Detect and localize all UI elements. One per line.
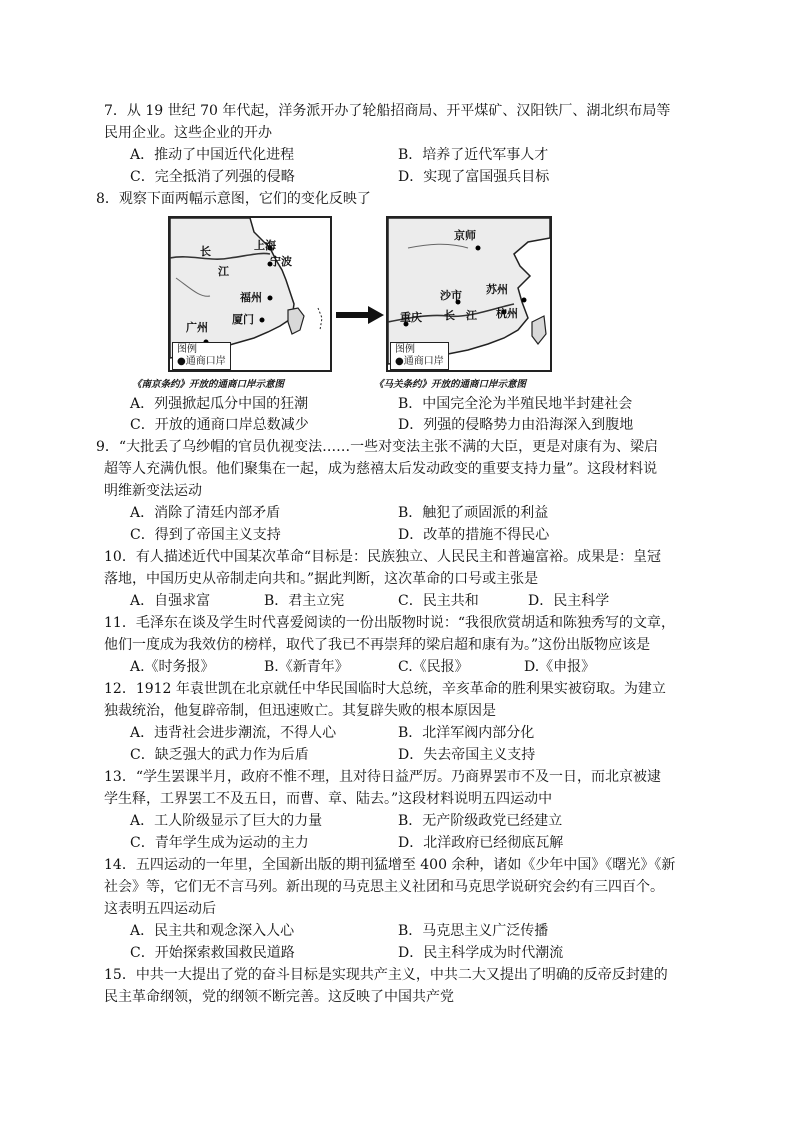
q9-option-d: D．改革的措施不得民心 bbox=[398, 527, 550, 543]
q11-stem-cont: 他们一度成为我效仿的榜样，取代了我已不再崇拜的梁启超和康有为。”这份出版物应该是 bbox=[104, 637, 651, 653]
map2-city-shashi: 沙市 bbox=[440, 289, 462, 302]
q8-stem: 8．观察下面两幅示意图，它们的变化反映了 bbox=[96, 191, 371, 207]
q11-option-c: C.《民报》 bbox=[398, 659, 469, 675]
q9-option-c: C．得到了帝国主义支持 bbox=[130, 527, 281, 543]
map2-city-suzhou: 苏州 bbox=[486, 283, 508, 296]
map1-city-guangzhou: 广州 bbox=[186, 321, 208, 334]
q7-stem-cont: 民用企业。这些企业的开办 bbox=[104, 125, 272, 141]
q8-option-b: B．中国完全沦为半殖民地半封建社会 bbox=[398, 396, 633, 412]
q10-option-d: D．民主科学 bbox=[528, 593, 610, 609]
q14-option-c: C．开始探索救国救民道路 bbox=[130, 945, 295, 961]
q12-stem-cont: 独裁统治，他复辟帝制，但迅速败亡。其复辟失败的根本原因是 bbox=[104, 703, 496, 719]
q14-option-d: D．民主科学成为时代潮流 bbox=[398, 945, 564, 961]
q12-option-b: B．北洋军阀内部分化 bbox=[398, 725, 535, 741]
q15-stem: 15．中共一大提出了党的奋斗目标是实现共产主义，中共二大又提出了明确的反帝反封建的 bbox=[104, 967, 668, 983]
map2-city-jingshi: 京师 bbox=[454, 229, 476, 242]
q7-option-d: D．实现了富国强兵目标 bbox=[398, 169, 550, 185]
q12-option-c: C．缺乏强大的武力作为后盾 bbox=[130, 747, 309, 763]
q13-stem: 13．“学生罢课半月，政府不惟不理，且对待日益严厉。乃商界罢市不及一日，而北京被逮 bbox=[104, 769, 661, 785]
map1-legend-item: ●通商口岸 bbox=[177, 356, 226, 367]
q11-option-d: D.《申报》 bbox=[524, 659, 596, 675]
map1-city-xiamen: 厦门 bbox=[232, 313, 254, 326]
q10-option-a: A．自强求富 bbox=[130, 593, 211, 609]
q12-option-a: A．违背社会进步潮流，不得人心 bbox=[130, 725, 337, 741]
map2-river-jiang: 江 bbox=[466, 309, 477, 322]
map1-city-fuzhou: 福州 bbox=[240, 291, 262, 304]
map2-legend-title: 图例 bbox=[395, 344, 415, 355]
q7-option-b: B．培养了近代军事人才 bbox=[398, 147, 549, 163]
map1-city-ningbo: 宁波 bbox=[270, 255, 292, 268]
q14-option-a: A．民主共和观念深入人心 bbox=[130, 923, 295, 939]
map1-legend bbox=[172, 342, 231, 370]
q14-stem-cont-2: 这表明五四运动后 bbox=[104, 901, 216, 917]
q10-option-b: B．君主立宪 bbox=[264, 593, 345, 609]
q8-option-a: A．列强掀起瓜分中国的狂潮 bbox=[130, 396, 309, 412]
q12-stem: 12．1912 年袁世凯在北京就任中华民国临时大总统，辛亥革命的胜利果实被窃取。为建立 bbox=[104, 681, 666, 697]
map1-legend-title: 图例 bbox=[177, 344, 197, 355]
q13-option-b: B．无产阶级政党已经建立 bbox=[398, 813, 563, 829]
q10-option-c: C．民主共和 bbox=[398, 593, 479, 609]
q10-stem: 10．有人描述近代中国某次革命“目标是：民族独立、人民民主和普遍富裕。成果是：皇冠 bbox=[104, 549, 661, 565]
q13-stem-cont: 学生释，工界罢工不及五日，而曹、章、陆去。”这段材料说明五四运动中 bbox=[104, 791, 553, 807]
q12-option-d: D．失去帝国主义支持 bbox=[398, 747, 536, 763]
map1-caption: 《南京条约》开放的通商口岸示意图 bbox=[132, 379, 285, 390]
arrow-right-icon bbox=[336, 306, 384, 324]
q7-option-c: C．完全抵消了列强的侵略 bbox=[130, 169, 295, 185]
map2-caption: 《马关条约》开放的通商口岸示意图 bbox=[374, 379, 527, 390]
map-shimonoseki-treaty-ports bbox=[386, 216, 552, 372]
q13-option-c: C．青年学生成为运动的主力 bbox=[130, 835, 309, 851]
map2-river-chang: 长 bbox=[444, 309, 455, 322]
q7-stem: 7．从 19 世纪 70 年代起，洋务派开办了轮船招商局、开平煤矿、汉阳铁厂、湖北织布局等 bbox=[104, 103, 671, 119]
q15-stem-cont: 民主革命纲领，党的纲领不断完善。这反映了中国共产党 bbox=[104, 989, 454, 1005]
q7-option-a: A．推动了中国近代化进程 bbox=[130, 147, 295, 163]
map1-city-shanghai: 上海 bbox=[254, 239, 276, 252]
q14-stem-cont-1: 社会》等，它们无不言马列。新出现的马克思主义社团和马克思学说研究会约有三四百个。 bbox=[104, 879, 664, 895]
q11-option-b: B.《新青年》 bbox=[264, 659, 349, 675]
q11-option-a: A.《时务报》 bbox=[130, 659, 215, 675]
map1-river-chang: 长 bbox=[200, 245, 211, 258]
q11-stem: 11．毛泽东在谈及学生时代喜爱阅读的一份出版物时说：“我很欣赏胡适和陈独秀写的文章， bbox=[104, 615, 675, 631]
map1-river-jiang: 江 bbox=[218, 265, 229, 278]
map2-city-chongqing: 重庆 bbox=[400, 311, 422, 324]
q8-option-c: C．开放的通商口岸总数减少 bbox=[130, 417, 309, 433]
map-nanjing-treaty-ports bbox=[168, 216, 332, 372]
map2-legend-item: ●通商口岸 bbox=[395, 356, 444, 367]
q14-stem: 14．五四运动的一年里，全国新出版的期刊猛增至 400 余种，诸如《少年中国》《曙光》《新 bbox=[104, 857, 676, 873]
q13-option-a: A．工人阶级显示了巨大的力量 bbox=[130, 813, 323, 829]
q9-stem-cont-2: 明维新变法运动 bbox=[104, 483, 202, 499]
map2-city-hangzhou: 杭州 bbox=[496, 307, 518, 320]
q9-option-b: B．触犯了顽固派的利益 bbox=[398, 505, 549, 521]
q9-stem-cont-1: 超等人充满仇恨。他们聚集在一起，成为慈禧太后发动政变的重要支持力量”。这段材料说 bbox=[104, 461, 658, 477]
q9-option-a: A．消除了清廷内部矛盾 bbox=[130, 505, 281, 521]
map2-legend bbox=[390, 342, 449, 370]
q8-option-d: D．列强的侵略势力由沿海深入到腹地 bbox=[398, 417, 634, 433]
q14-option-b: B．马克思主义广泛传播 bbox=[398, 923, 549, 939]
q10-stem-cont: 落地，中国历史从帝制走向共和。”据此判断，这次革命的口号或主张是 bbox=[104, 571, 539, 587]
q13-option-d: D．北洋政府已经彻底瓦解 bbox=[398, 835, 564, 851]
q9-stem: 9．“大批丢了乌纱帽的官员仇视变法……一些对变法主张不满的大臣，更是对康有为、梁启 bbox=[96, 439, 659, 455]
